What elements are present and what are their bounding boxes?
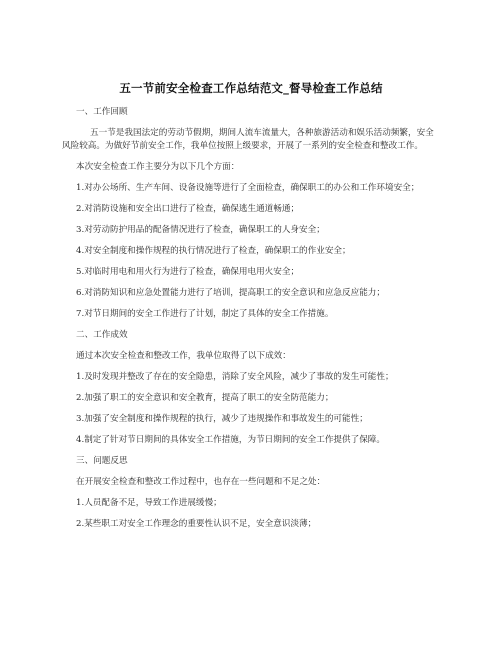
list-item: 1.及时发现并整改了存在的安全隐患，消除了安全风险，减少了事故的发生可能性；	[76, 372, 394, 382]
list-item: 4.对安全制度和操作规程的执行情况进行了检查，确保职工的作业安全；	[76, 246, 351, 256]
list-item: 1.对办公场所、生产车间、设备设施等进行了全面检查，确保职工的办公和工作环境安全；	[76, 183, 420, 193]
section-heading-reflection: 三、问题反思	[76, 456, 128, 466]
list-item: 7.对节日期间的安全工作进行了计划，制定了具体的安全工作措施。	[76, 309, 334, 319]
list-item: 3.加强了安全制度和操作规程的执行，减少了违规操作和事故发生的可能性；	[76, 414, 368, 424]
section-heading-results: 二、工作成效	[76, 330, 128, 340]
list-item: 2.某些职工对安全工作理念的重要性认识不足，安全意识淡薄；	[76, 519, 317, 529]
list-item: 6.对消防知识和应急处置能力进行了培训，提高职工的安全意识和应急反应能力；	[76, 288, 385, 298]
list-item: 1.人员配备不足，导致工作进展缓慢；	[76, 498, 222, 508]
list-item: 4.制定了针对节日期间的具体安全工作措施，为节日期间的安全工作提供了保障。	[76, 435, 385, 445]
list-item: 2.加强了职工的安全意识和安全教育，提高了职工的安全防范能力；	[76, 393, 334, 403]
section-heading-review: 一、工作回顾	[76, 107, 128, 117]
list-item: 3.对劳动防护用品的配备情况进行了检查，确保职工的人身安全；	[76, 225, 325, 235]
results-intro-paragraph: 通过本次安全检查和整改工作，我单位取得了以下成效：	[76, 351, 291, 361]
document-body	[62, 106, 440, 539]
reflection-intro-paragraph: 在开展安全检查和整改工作过程中，也存在一些问题和不足之处：	[76, 477, 326, 487]
check-scope-paragraph: 本次安全检查工作主要分为以下几个方面：	[76, 162, 240, 172]
document-title: 五一节前安全检查工作总结范文_督导检查工作总结	[119, 81, 383, 95]
list-item: 5.对临时用电和用火行为进行了检查，确保用电用火安全；	[76, 267, 300, 277]
intro-paragraph: 五一节是我国法定的劳动节假期，期间人流车流量大，各种旅游活动和娱乐活动频繁，安全风险较高。为做好节前安全工作，我单位按照上级要求，开展了一系列的安全检查和整改工作。	[62, 128, 434, 151]
list-item: 2.对消防设施和安全出口进行了检查，确保逃生通道畅通；	[76, 204, 300, 214]
